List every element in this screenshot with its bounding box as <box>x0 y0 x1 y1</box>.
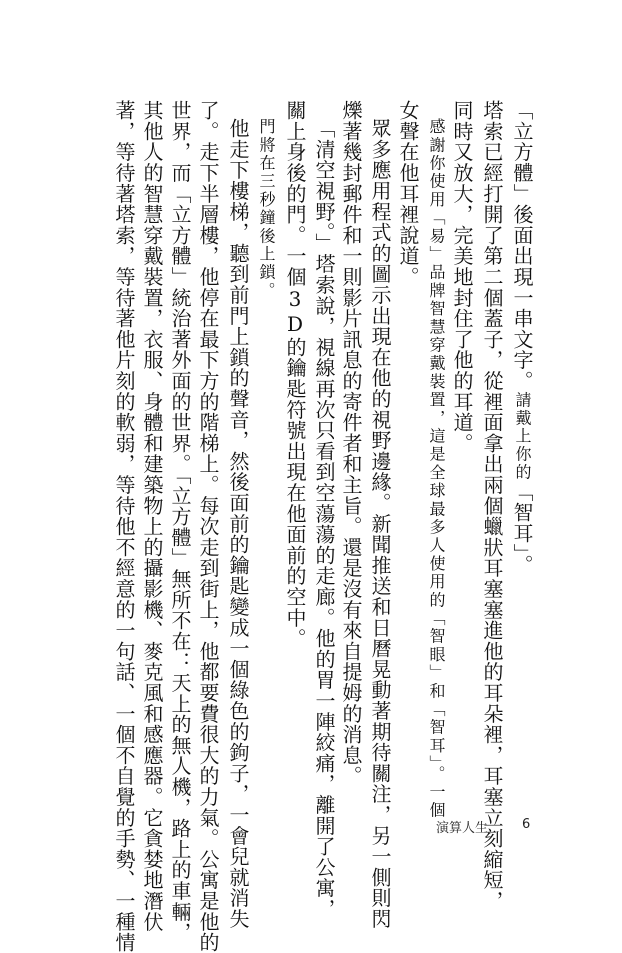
text-column-10: 門將在三秒鐘後上鎖。 <box>257 118 276 300</box>
text-column-12: 了。走下半層樓，他停在最下方的階梯上。每次走到街上，他都要費很大的力氣。公寓是他的 <box>196 100 220 953</box>
column-1-text: 「立方體」後面出現一串文字。 <box>510 100 534 392</box>
text-column-15: 著，等待著塔索，等待著他片刻的軟弱，等待他不經意的一句話、一個不自覺的手勢、一種情 <box>112 100 136 953</box>
text-column-2: 塔索已經打開了第二個蓋子，從裡面拿出兩個蠟狀耳塞塞進他的耳朵裡，耳塞立刻縮短， <box>480 100 504 912</box>
text-column-3: 同時又放大，完美地封住了他的耳道。 <box>450 100 474 454</box>
column-1-tail: 「智耳」。 <box>510 481 534 576</box>
footer-page-number: 6 <box>522 817 531 832</box>
text-column-11: 他走下樓梯，聽到前門上鎖的聲音，然後面前的鑰匙變成一個綠色的鉤子，一會兒就消失 <box>226 118 250 930</box>
text-column-4: 感謝你使用「易」品牌智慧穿戴裝置，這是全球最多人使用的「智眼」和「智耳」。一個 <box>427 118 446 820</box>
column-1-small-text: 請戴上你的 <box>513 391 532 482</box>
text-column-7: 爍著幾封郵件和一則影片訊息的寄件者和主旨。還是沒有來自提姆的消息。 <box>339 100 363 787</box>
text-column-14: 其他人的智慧穿戴裝置，衣服、身體和建築物上的攝影機、麥克風和感應器。它貪婪地潛伏 <box>140 100 164 932</box>
text-column-6: 眾多應用程式的圖示出現在他的視野邊緣。新聞推送和日曆晃動著期待關注，另一側則閃 <box>368 118 392 930</box>
text-column-5: 女聲在他耳裡說道。 <box>396 100 420 288</box>
text-column-9: 關上身後的門。一個3D的鑰匙符號出現在他面前的空中。 <box>283 100 307 649</box>
text-column-8: 「清空視野。」塔索說，視線再次只看到空蕩蕩的走廊。他的胃一陣絞痛，離開了公寓， <box>312 118 336 920</box>
text-column-1 <box>512 100 532 575</box>
text-column-13: 世界，而「立方體」統治著外面的世界。「立方體」無所不在：天上的無人機，路上的車輛， <box>168 100 192 943</box>
footer-book-title: 演算人生 <box>436 821 489 836</box>
